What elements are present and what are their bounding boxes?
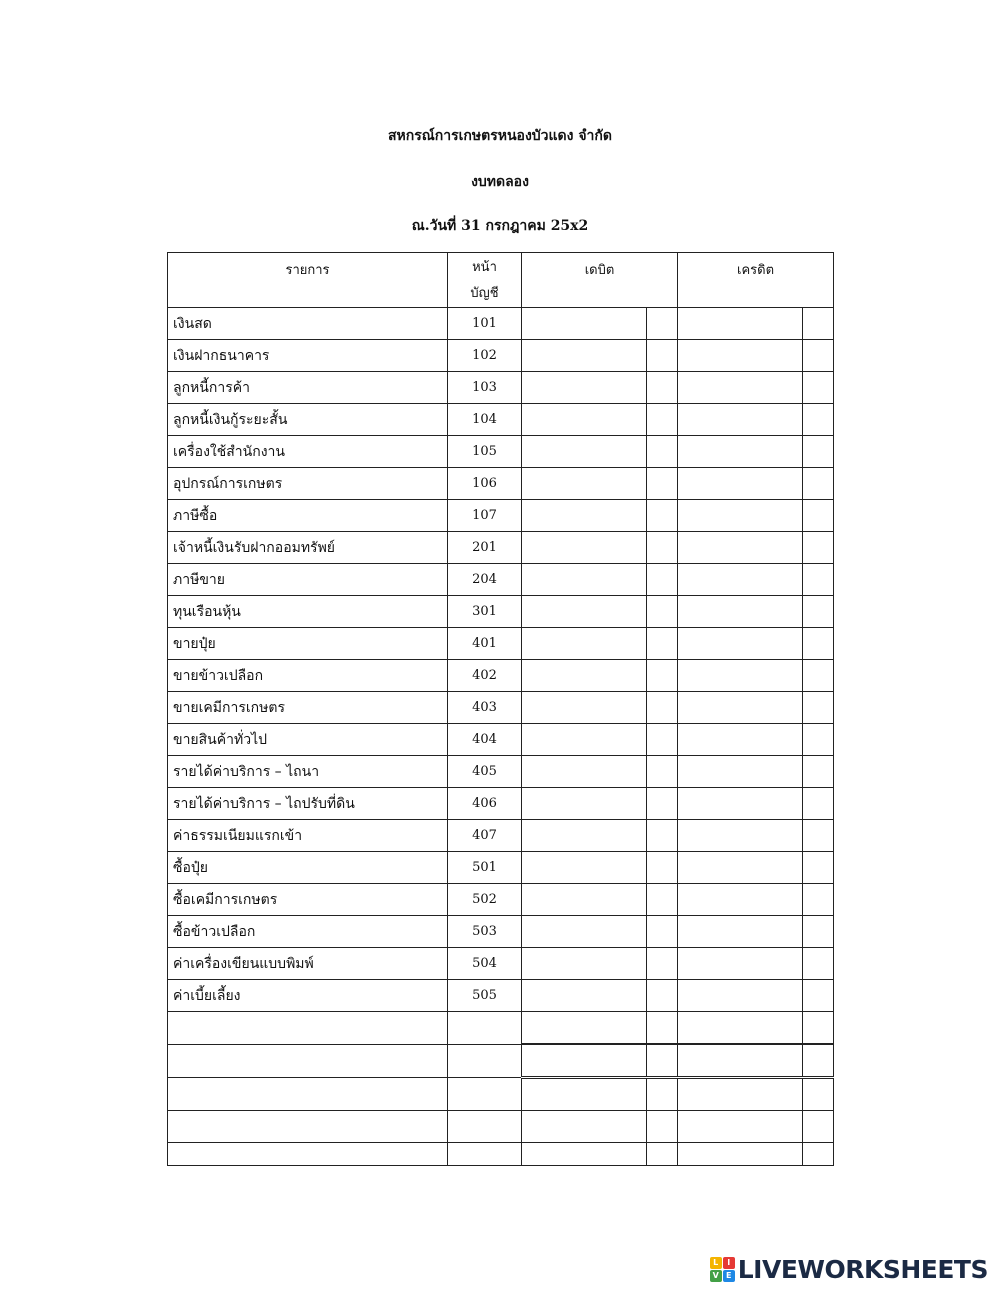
debit-satang-cell[interactable] — [647, 1111, 678, 1143]
credit-satang-cell[interactable] — [803, 948, 834, 980]
debit-baht-cell[interactable] — [522, 404, 647, 436]
debit-baht-cell[interactable] — [522, 1111, 647, 1143]
debit-baht-cell[interactable] — [522, 596, 647, 628]
blank-item-cell[interactable] — [168, 1044, 448, 1078]
column-header-account-line1: หน้า — [472, 260, 497, 275]
account-code: 102 — [448, 340, 522, 372]
blank-code-cell[interactable] — [448, 1078, 522, 1111]
debit-baht-cell[interactable] — [522, 660, 647, 692]
blank-item-cell[interactable] — [168, 1143, 448, 1166]
credit-satang-cell[interactable] — [803, 1143, 834, 1166]
credit-baht-cell[interactable] — [678, 948, 803, 980]
credit-satang-cell[interactable] — [803, 884, 834, 916]
account-name: ซื้อปุ๋ย — [168, 852, 448, 884]
credit-baht-cell[interactable] — [678, 596, 803, 628]
table-row — [168, 628, 834, 660]
debit-satang-cell[interactable] — [647, 1143, 678, 1166]
liveworksheets-logo — [710, 1255, 988, 1283]
debit-satang-cell[interactable] — [647, 724, 678, 756]
debit-baht-cell[interactable] — [522, 564, 647, 596]
credit-satang-cell[interactable] — [803, 1012, 834, 1045]
debit-baht-cell[interactable] — [522, 980, 647, 1012]
credit-satang-cell[interactable] — [803, 404, 834, 436]
liveworksheets-wordmark: LIVEWORKSHEETS — [737, 1254, 988, 1284]
credit-satang-cell[interactable] — [803, 372, 834, 404]
logo-mark-square: E — [723, 1270, 735, 1282]
table-row — [168, 660, 834, 692]
account-name: เงินสด — [168, 308, 448, 340]
blank-row — [168, 1044, 834, 1078]
blank-item-cell[interactable] — [168, 1078, 448, 1111]
account-code: 404 — [448, 724, 522, 756]
credit-baht-cell[interactable] — [678, 788, 803, 820]
account-name: ขายปุ๋ย — [168, 628, 448, 660]
credit-baht-cell[interactable] — [678, 1078, 803, 1111]
credit-baht-cell[interactable] — [678, 820, 803, 852]
debit-baht-cell[interactable] — [522, 628, 647, 660]
credit-satang-cell[interactable] — [803, 692, 834, 724]
account-code: 406 — [448, 788, 522, 820]
credit-satang-cell[interactable] — [803, 500, 834, 532]
debit-baht-cell[interactable] — [522, 948, 647, 980]
debit-satang-cell[interactable] — [647, 404, 678, 436]
debit-satang-cell[interactable] — [647, 660, 678, 692]
credit-satang-cell[interactable] — [803, 980, 834, 1012]
credit-satang-cell[interactable] — [803, 596, 834, 628]
debit-baht-cell[interactable] — [522, 1012, 647, 1045]
credit-satang-cell[interactable] — [803, 1078, 834, 1111]
debit-baht-cell[interactable] — [522, 916, 647, 948]
account-name: อุปกรณ์การเกษตร — [168, 468, 448, 500]
debit-satang-cell[interactable] — [647, 1044, 678, 1078]
debit-satang-cell[interactable] — [647, 308, 678, 340]
debit-satang-cell[interactable] — [647, 564, 678, 596]
logo-mark-square: L — [710, 1257, 722, 1269]
debit-baht-cell[interactable] — [522, 308, 647, 340]
table-row — [168, 404, 834, 436]
account-name: ลูกหนี้เงินกู้ระยะสั้น — [168, 404, 448, 436]
credit-satang-cell[interactable] — [803, 820, 834, 852]
credit-baht-cell[interactable] — [678, 660, 803, 692]
logo-mark-square: V — [710, 1270, 722, 1282]
account-code: 405 — [448, 756, 522, 788]
debit-satang-cell[interactable] — [647, 692, 678, 724]
credit-baht-cell[interactable] — [678, 1012, 803, 1045]
blank-code-cell[interactable] — [448, 1111, 522, 1143]
debit-baht-cell[interactable] — [522, 532, 647, 564]
debit-baht-cell[interactable] — [522, 340, 647, 372]
credit-baht-cell[interactable] — [678, 468, 803, 500]
column-header-credit: เครดิต — [678, 253, 834, 308]
credit-satang-cell[interactable] — [803, 468, 834, 500]
debit-satang-cell[interactable] — [647, 468, 678, 500]
debit-baht-cell[interactable] — [522, 820, 647, 852]
debit-satang-cell[interactable] — [647, 628, 678, 660]
table-row — [168, 564, 834, 596]
debit-satang-cell[interactable] — [647, 980, 678, 1012]
credit-baht-cell[interactable] — [678, 916, 803, 948]
table-row — [168, 820, 834, 852]
credit-baht-cell[interactable] — [678, 308, 803, 340]
account-code: 504 — [448, 948, 522, 980]
table-row — [168, 372, 834, 404]
debit-satang-cell[interactable] — [647, 340, 678, 372]
credit-baht-cell[interactable] — [678, 532, 803, 564]
table-row — [168, 500, 834, 532]
account-code: 204 — [448, 564, 522, 596]
account-name: รายได้ค่าบริการ – ไถปรับที่ดิน — [168, 788, 448, 820]
blank-item-cell[interactable] — [168, 1111, 448, 1143]
credit-satang-cell[interactable] — [803, 564, 834, 596]
credit-baht-cell[interactable] — [678, 628, 803, 660]
credit-satang-cell[interactable] — [803, 660, 834, 692]
account-name: เจ้าหนี้เงินรับฝากออมทรัพย์ — [168, 532, 448, 564]
account-code: 201 — [448, 532, 522, 564]
account-code: 401 — [448, 628, 522, 660]
debit-baht-cell[interactable] — [522, 372, 647, 404]
table-row — [168, 308, 834, 340]
account-code: 103 — [448, 372, 522, 404]
blank-code-cell[interactable] — [448, 1143, 522, 1166]
debit-baht-cell[interactable] — [522, 500, 647, 532]
table-row — [168, 788, 834, 820]
account-name: เงินฝากธนาคาร — [168, 340, 448, 372]
credit-baht-cell[interactable] — [678, 372, 803, 404]
credit-baht-cell[interactable] — [678, 340, 803, 372]
blank-row — [168, 1012, 834, 1045]
logo-mark-square: I — [723, 1257, 735, 1269]
account-name: ภาษีซื้อ — [168, 500, 448, 532]
blank-code-cell[interactable] — [448, 1044, 522, 1078]
account-code: 104 — [448, 404, 522, 436]
credit-baht-cell[interactable] — [678, 1044, 803, 1078]
credit-baht-cell[interactable] — [678, 724, 803, 756]
account-code: 105 — [448, 436, 522, 468]
account-name: ลูกหนี้การค้า — [168, 372, 448, 404]
table-row — [168, 724, 834, 756]
account-code: 501 — [448, 852, 522, 884]
account-code: 407 — [448, 820, 522, 852]
credit-baht-cell[interactable] — [678, 1143, 803, 1166]
account-code: 505 — [448, 980, 522, 1012]
debit-baht-cell[interactable] — [522, 1044, 647, 1078]
debit-baht-cell[interactable] — [522, 468, 647, 500]
account-code: 107 — [448, 500, 522, 532]
account-name: ขายเคมีการเกษตร — [168, 692, 448, 724]
credit-baht-cell[interactable] — [678, 564, 803, 596]
credit-satang-cell[interactable] — [803, 628, 834, 660]
date-line: ณ.วันที่ 31 กรกฎาคม 25x2 — [411, 218, 589, 234]
table-row — [168, 596, 834, 628]
trial-balance-table — [167, 252, 834, 1166]
debit-satang-cell[interactable] — [647, 788, 678, 820]
credit-baht-cell[interactable] — [678, 884, 803, 916]
debit-satang-cell[interactable] — [647, 1078, 678, 1111]
debit-satang-cell[interactable] — [647, 1012, 678, 1045]
debit-satang-cell[interactable] — [647, 852, 678, 884]
account-code: 101 — [448, 308, 522, 340]
table-header-row — [168, 253, 834, 308]
debit-satang-cell[interactable] — [647, 756, 678, 788]
credit-baht-cell[interactable] — [678, 1111, 803, 1143]
table-row — [168, 756, 834, 788]
table-row — [168, 436, 834, 468]
credit-satang-cell[interactable] — [803, 756, 834, 788]
table-row — [168, 980, 834, 1012]
debit-satang-cell[interactable] — [647, 500, 678, 532]
account-name: ทุนเรือนหุ้น — [168, 596, 448, 628]
credit-satang-cell[interactable] — [803, 1111, 834, 1143]
credit-baht-cell[interactable] — [678, 500, 803, 532]
account-name: ขายสินค้าทั่วไป — [168, 724, 448, 756]
account-code: 503 — [448, 916, 522, 948]
table-row — [168, 852, 834, 884]
blank-row — [168, 1143, 834, 1166]
blank-item-cell[interactable] — [168, 1012, 448, 1045]
debit-satang-cell[interactable] — [647, 372, 678, 404]
debit-baht-cell[interactable] — [522, 724, 647, 756]
table-row — [168, 884, 834, 916]
account-code: 301 — [448, 596, 522, 628]
account-name: ซื้อเคมีการเกษตร — [168, 884, 448, 916]
debit-satang-cell[interactable] — [647, 436, 678, 468]
account-name: ค่าธรรมเนียมแรกเข้า — [168, 820, 448, 852]
credit-satang-cell[interactable] — [803, 852, 834, 884]
credit-baht-cell[interactable] — [678, 980, 803, 1012]
account-code: 402 — [448, 660, 522, 692]
liveworksheets-mark-icon — [710, 1257, 735, 1282]
credit-baht-cell[interactable] — [678, 404, 803, 436]
table-row — [168, 948, 834, 980]
account-name: ภาษีขาย — [168, 564, 448, 596]
credit-satang-cell[interactable] — [803, 724, 834, 756]
credit-satang-cell[interactable] — [803, 436, 834, 468]
credit-baht-cell[interactable] — [678, 756, 803, 788]
debit-satang-cell[interactable] — [647, 948, 678, 980]
credit-satang-cell[interactable] — [803, 1044, 834, 1078]
credit-satang-cell[interactable] — [803, 340, 834, 372]
credit-satang-cell[interactable] — [803, 532, 834, 564]
blank-row — [168, 1078, 834, 1111]
debit-satang-cell[interactable] — [647, 916, 678, 948]
debit-baht-cell[interactable] — [522, 852, 647, 884]
credit-baht-cell[interactable] — [678, 692, 803, 724]
debit-satang-cell[interactable] — [647, 820, 678, 852]
credit-baht-cell[interactable] — [678, 852, 803, 884]
table-row — [168, 916, 834, 948]
debit-baht-cell[interactable] — [522, 788, 647, 820]
column-header-item: รายการ — [168, 253, 448, 308]
column-header-account-line2: บัญชี — [470, 286, 499, 301]
blank-code-cell[interactable] — [448, 1012, 522, 1045]
credit-satang-cell[interactable] — [803, 788, 834, 820]
document-title: งบทดลอง — [471, 174, 529, 190]
account-name: ค่าเครื่องเขียนแบบพิมพ์ — [168, 948, 448, 980]
account-code: 403 — [448, 692, 522, 724]
debit-satang-cell[interactable] — [647, 596, 678, 628]
credit-satang-cell[interactable] — [803, 916, 834, 948]
organization-name: สหกรณ์การเกษตรหนองบัวแดง จำกัด — [388, 128, 612, 144]
debit-baht-cell[interactable] — [522, 884, 647, 916]
table-row — [168, 692, 834, 724]
column-header-account — [448, 253, 522, 308]
blank-row — [168, 1111, 834, 1143]
debit-baht-cell[interactable] — [522, 436, 647, 468]
account-name: ขายข้าวเปลือก — [168, 660, 448, 692]
account-name: ค่าเบี้ยเลี้ยง — [168, 980, 448, 1012]
account-code: 502 — [448, 884, 522, 916]
account-name: เครื่องใช้สำนักงาน — [168, 436, 448, 468]
debit-satang-cell[interactable] — [647, 884, 678, 916]
debit-baht-cell[interactable] — [522, 1143, 647, 1166]
debit-baht-cell[interactable] — [522, 756, 647, 788]
account-name: ซื้อข้าวเปลือก — [168, 916, 448, 948]
debit-baht-cell[interactable] — [522, 692, 647, 724]
table-row — [168, 532, 834, 564]
account-code: 106 — [448, 468, 522, 500]
account-name: รายได้ค่าบริการ – ไถนา — [168, 756, 448, 788]
table-row — [168, 340, 834, 372]
table-row — [168, 468, 834, 500]
credit-baht-cell[interactable] — [678, 436, 803, 468]
debit-satang-cell[interactable] — [647, 532, 678, 564]
column-header-debit: เดบิต — [522, 253, 678, 308]
debit-baht-cell[interactable] — [522, 1078, 647, 1111]
credit-satang-cell[interactable] — [803, 308, 834, 340]
